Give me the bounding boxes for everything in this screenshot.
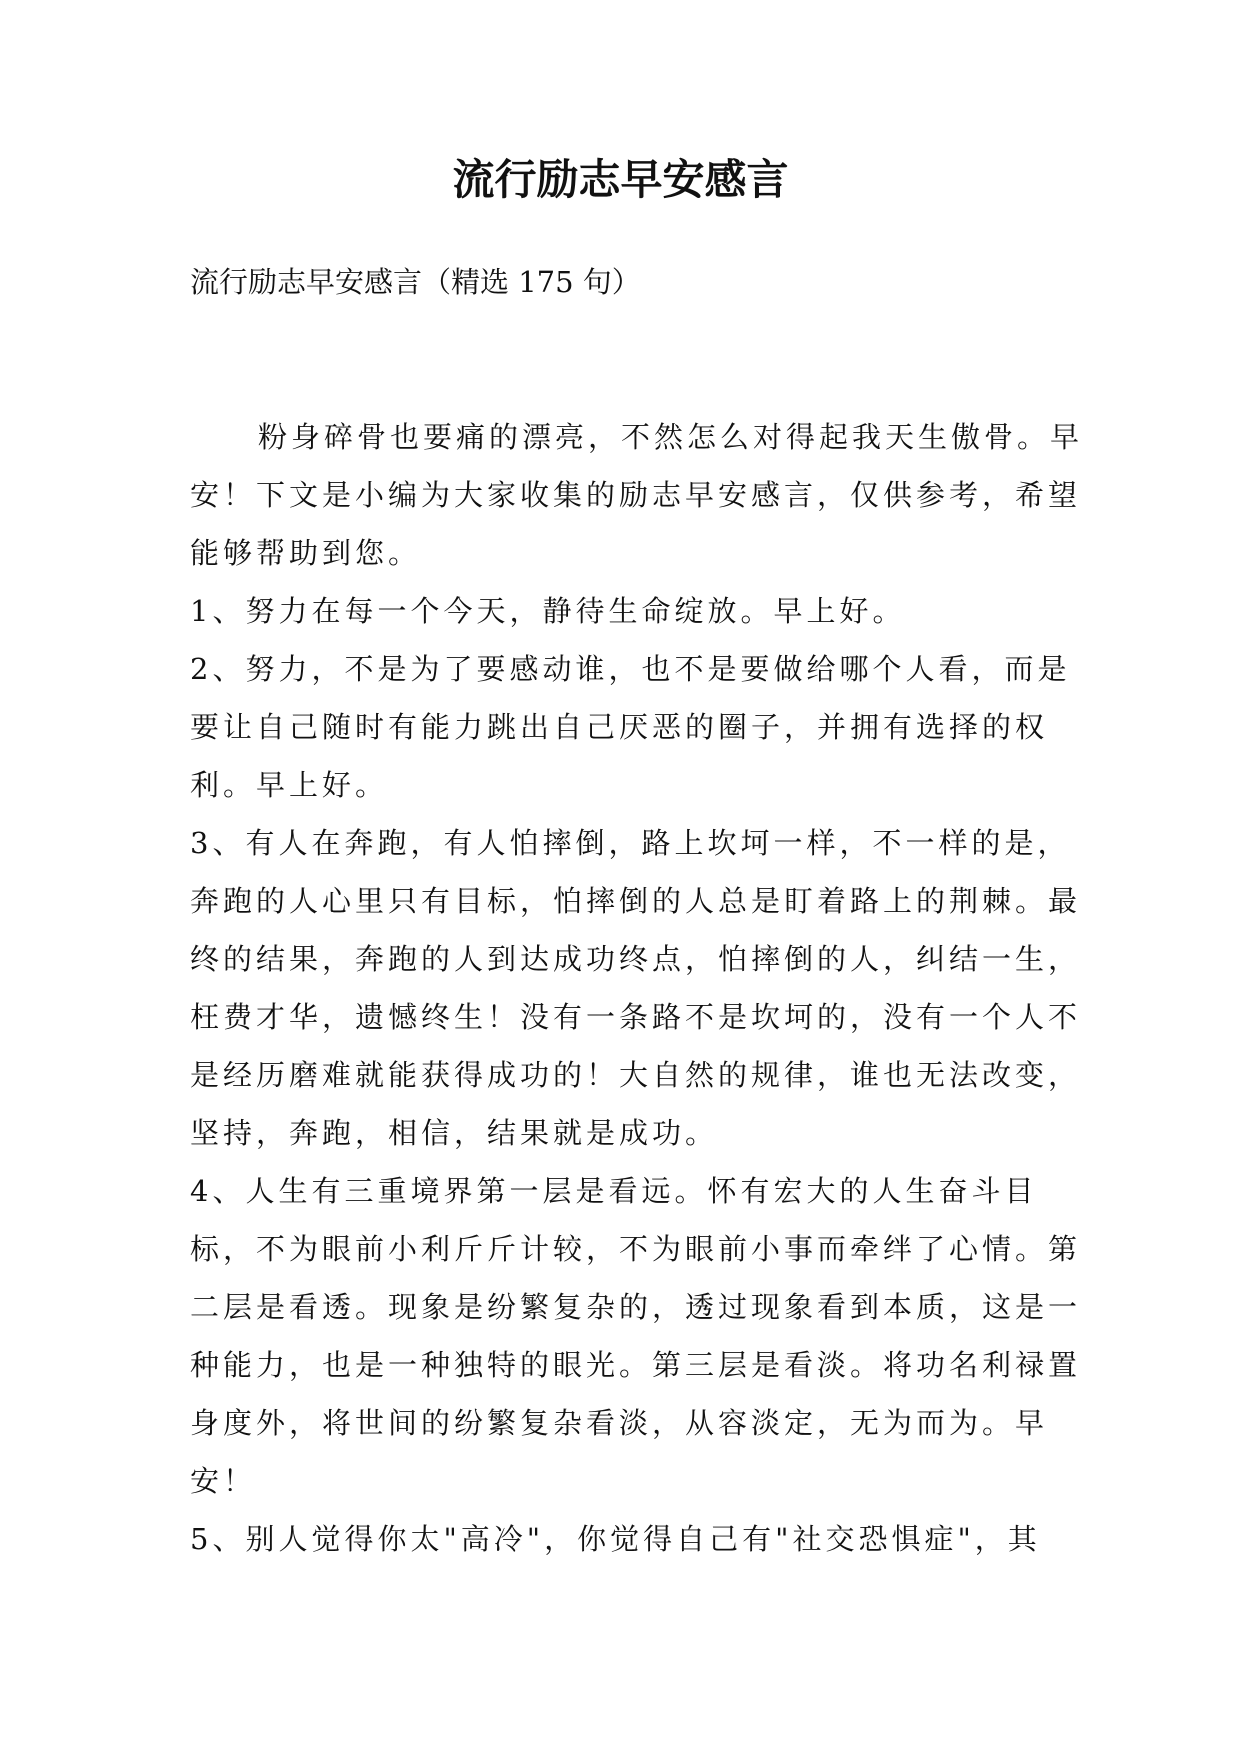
list-item: 5、别人觉得你太"高冷"，你觉得自己有"社交恐惧症"，其 <box>190 1522 1041 1556</box>
list-item: 2、努力，不是为了要感动谁，也不是要做给哪个人看，而是要让自己随时有能力跳出自己厌恶的圈子，并拥有选择的权利。早上好。 <box>190 652 1071 802</box>
intro-paragraph: 粉身碎骨也要痛的漂亮，不然怎么对得起我天生傲骨。早安！下文是小编为大家收集的励志早安感言，仅供参考，希望能够帮助到您。 <box>190 420 1084 570</box>
list-item: 1、努力在每一个今天，静待生命绽放。早上好。 <box>190 594 906 628</box>
document-subtitle: 流行励志早安感言（精选 175 句） <box>190 265 641 299</box>
list-item: 4、人生有三重境界第一层是看远。怀有宏大的人生奋斗目标，不为眼前小利斤斤计较，不为眼前小事而牵绊了心情。第二层是看透。现象是纷繁复杂的，透过现象看到本质，这是一种能力，也是一种独特的眼光。第三层是看淡。将功名利禄置身度外，将世间的纷繁复杂看淡，从容淡定，无为而为。早安！ <box>190 1174 1082 1498</box>
list-item: 3、有人在奔跑，有人怕摔倒，路上坎坷一样，不一样的是，奔跑的人心里只有目标，怕摔倒的人总是盯着路上的荆棘。最终的结果，奔跑的人到达成功终点，怕摔倒的人，纠结一生，枉费才华，遗憾终生！没有一条路不是坎坷的，没有一个人不是经历磨难就能获得成功的！大自然的规律，谁也无法改变，坚持，奔跑，相信，结果就是成功。 <box>190 826 1082 1150</box>
document-body <box>190 408 1085 1568</box>
page-title: 流行励志早安感言 <box>452 155 789 204</box>
